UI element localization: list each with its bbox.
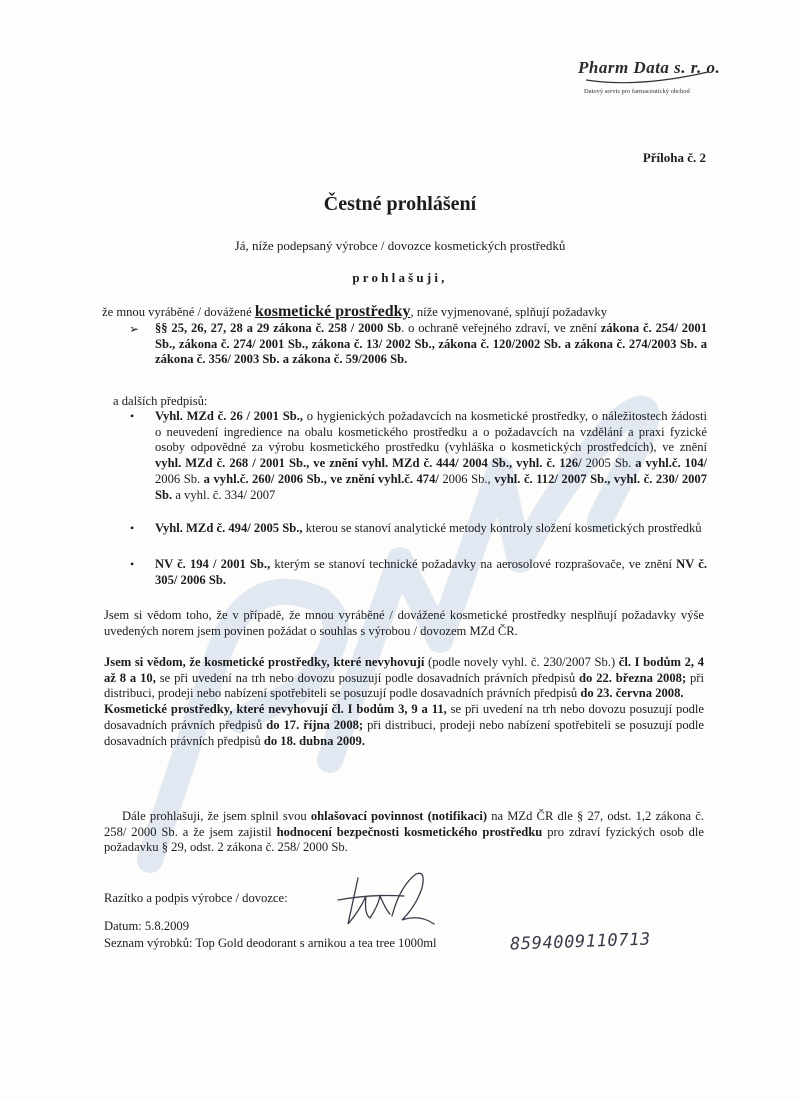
reg-text: kterou se stanoví analytické metody kontroly složení kosmetických prostředků [302,521,702,535]
regulation-item [155,409,707,503]
para-bold: Jsem si vědom, že kosmetické prostředky, které nevyhovují [104,655,425,669]
para-text: na MZd ČR dle § 27, odst. 1,2 zákona č. 258/ 2000 Sb. a že jsem zajistil [104,809,705,839]
other-regs-label: a dalších předpisů: [113,394,208,408]
para-text: se při uvedení na trh nebo dovozu posuzují podle dosavadních právních předpisů [155,670,580,685]
para-bold: ohlašovací povinnost (notifikaci) [310,809,488,823]
para-bold: čl. I bodům 2, 4 až 8 a 10, [104,655,704,685]
para-bold: do 18. dubna 2009. [263,733,365,748]
para-text: (podle novely vyhl. č. 230/2007 Sb.) [424,655,619,669]
products-line: Seznam výrobků: Top Gold deodorant s arnikou a tea tree 1000ml [104,936,437,950]
signature-label: Razítko a podpis výrobce / dovozce: [104,891,288,905]
bullet-icon: • [130,557,135,571]
reg-text: a vyhl. č. 334/ 2007 [172,487,276,502]
reg-title: Vyhl. MZd č. 26 / 2001 Sb., [155,409,304,423]
law-amendments: zákona č. 254/ 2001 Sb., zákona č. 274/ 2001 Sb., zákona č. 13/ 2002 Sb., zákona č. 120/2002 Sb. a zákona č. 274/2003 Sb. a zákona č. 356/ 2003 Sb. a zákona č. 59/2006 Sb. [155,321,707,367]
para-text: Dále prohlašuji, že jsem splnil svou [122,809,311,823]
para-text: při distribuci, prodeji nebo nabízení spotřebiteli se posuzují podle dosavadních právních předpisů [104,670,705,701]
para-text: při distribuci, prodeji nebo nabízení spotřebiteli se posuzují podle dosavadních právních předpisů [104,717,705,748]
reg-text: kterým se stanoví technické požadavky na aerosolové rozprašovače, ve znění [270,557,677,571]
annex-number: Příloha č. 2 [642,150,706,165]
handwritten-signature [330,866,450,936]
document-title: Čestné prohlášení [323,193,477,215]
reg-bold: NV č. 305/ 2006 Sb. [155,557,707,587]
company-logo [578,58,728,98]
lead-after: , níže vyjmenované, splňují požadavky [410,305,608,319]
lead-before: že mnou vyráběné / dovážené [102,305,252,319]
reg-text: 2005 Sb. [581,456,636,471]
reg-text: o hygienických požadavcích na kosmetické prostředky, o náležitostech žádosti o neuvedení ingredience na obalu kosmetického prostředku a o požadavcích na vzdělání a praxi fyzické osoby odpovědné za výrobu kosmetického prostředku (vyhláška o kosmetických prostředcích), ve znění [155,409,707,455]
declare-heading: prohlašuji, [352,270,448,285]
handwritten-ean-text: 8594009110713 [509,929,652,955]
logo-text: Pharm Data s. r. o. [578,58,721,77]
para-bold: do 23. června 2008. [580,686,684,701]
intro-line: Já, níže podepsaný výrobce / dovozce kosmetických prostředků [234,238,566,253]
bullet-icon: • [130,409,135,423]
para-bold: hodnocení bezpečnosti kosmetického prostředku [276,824,543,839]
regulation-item [155,521,707,537]
para-text: se při uvedení na trh nebo dovozu posuzují podle dosavadních právních předpisů [104,702,704,732]
para-bold: do 17. října 2008; [266,717,364,732]
awareness-paragraph: Jsem si vědom toho, že v případě, že mnou vyráběné / dovážené kosmetické prostředky nesplňují požadavky výše uvedených norem jsem povinen požádat o souhlas s výrobou / dovozem MZd ČR. [104,608,704,638]
lead-emphasis: kosmetické prostředky [254,303,411,320]
date-line: Datum: 5.8.2009 [104,919,190,933]
reg-bold: a vyhl.č. 260/ 2006 Sb., ve znění vyhl.č. 474/ [203,471,439,486]
law-item [155,321,707,368]
reg-title: NV č. 194 / 2001 Sb., [155,557,271,571]
regulation-item [155,557,707,588]
law-sections: §§ 25, 26, 27, 28 a 29 zákona č. 258 / 2000 Sb [155,321,402,335]
para-text: pro zdraví fyzických osob dle požadavku § 29, odst. 2 zákona č. 258/ 2000 Sb. [104,824,704,855]
reg-bold: vyhl. č. 112/ 2007 Sb., vyhl. č. 230/ 2007 Sb. [155,471,708,502]
reg-bold: a vyhl.č. 104/ [635,456,708,471]
reg-text: 2006 Sb., [438,471,495,486]
reg-text: 2006 Sb. [155,471,204,486]
bullet-icon: • [130,521,135,535]
notification-paragraph [104,809,704,856]
para-bold: Kosmetické prostředky, které nevyhovují čl. I bodům 3, 9 a 11, [104,702,447,717]
lead-sentence [102,304,712,321]
law-text: . o ochraně veřejného zdraví, ve znění [401,321,601,335]
transition-paragraph [104,655,704,749]
handwritten-ean [509,929,680,960]
para-bold: do 22. března 2008; [579,670,687,685]
reg-title: Vyhl. MZd č. 494/ 2005 Sb., [155,521,303,535]
logo-tagline: Datový servis pro farmaceutický obchod [584,88,690,95]
arrow-bullet-icon: ➢ [129,322,140,336]
reg-bold: vyhl. MZd č. 268 / 2001 Sb., ve znění vyhl. MZd č. 444/ 2004 Sb., vyhl. č. 126/ [155,456,582,471]
